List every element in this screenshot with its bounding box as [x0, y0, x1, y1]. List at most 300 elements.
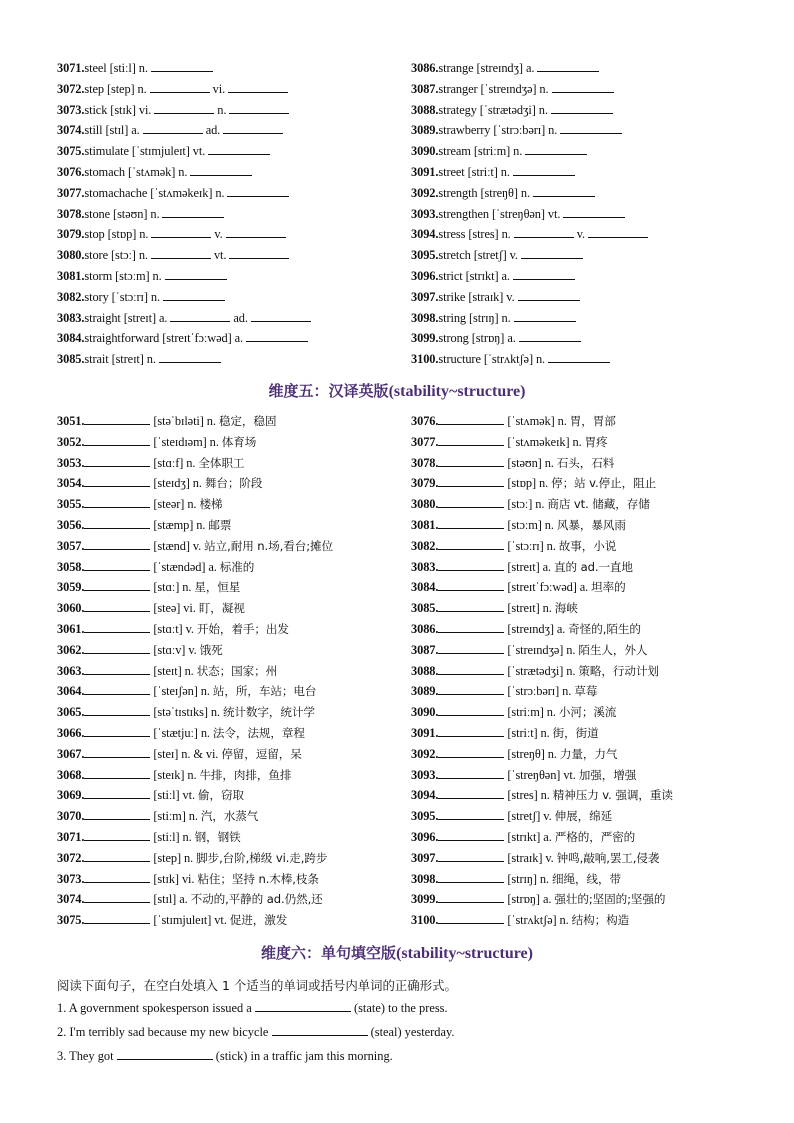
- pronunciation: [ˈstʌməkeɪk] n.: [507, 434, 582, 449]
- pronunciation: [streɪt] n.: [507, 601, 552, 616]
- item-number: 3076.: [57, 165, 85, 179]
- answer-blank[interactable]: [84, 455, 150, 467]
- pronunciation: [ˈsteɪdɪəm] n.: [153, 434, 219, 449]
- answer-blank[interactable]: [84, 787, 150, 799]
- chinese-meaning: 草莓: [574, 684, 598, 699]
- vocab-row: [57, 247, 289, 263]
- answer-blank[interactable]: [438, 663, 504, 675]
- item-number: 3100.: [411, 352, 439, 367]
- answer-blank[interactable]: [438, 704, 504, 716]
- item-text: strong [strɒŋ] a.: [438, 331, 516, 346]
- pronunciation: [stɑːf] n.: [153, 455, 196, 470]
- translation-row: [57, 891, 323, 907]
- item-number: 3089.: [411, 123, 439, 138]
- vocab-row: [411, 143, 587, 159]
- title-en: (stability~structure): [396, 945, 533, 962]
- pronunciation: [stɑːt] v.: [153, 622, 194, 636]
- item-number: 3073.: [57, 102, 85, 117]
- answer-blank[interactable]: [525, 143, 587, 155]
- answer-blank[interactable]: [560, 122, 622, 134]
- answer-blank[interactable]: [170, 310, 230, 322]
- instruction-text: 阅读下面句子，在空白处填入 1 个适当的单词或括号内单词的正确形式。: [57, 978, 457, 993]
- item-number: 3068.: [57, 767, 85, 782]
- section-five-title: [0, 380, 794, 401]
- answer-blank[interactable]: [84, 808, 150, 820]
- item-text: stone [stəʊn] n.: [84, 206, 160, 221]
- answer-blank[interactable]: [552, 81, 614, 93]
- translation-row: [57, 683, 316, 699]
- item-text: step [step] n.: [84, 81, 147, 96]
- pronunciation: [stɔː] n.: [507, 497, 545, 512]
- item-text: stomach [ˈstʌmək] n.: [84, 165, 188, 179]
- pronunciation: [stɒp] n.: [507, 476, 549, 491]
- translation-row: [411, 579, 626, 595]
- answer-blank[interactable]: [438, 746, 504, 758]
- answer-blank[interactable]: [165, 268, 227, 280]
- pronunciation: [stəʊn] n.: [507, 455, 554, 470]
- item-number: 3077.: [57, 185, 85, 200]
- answer-blank[interactable]: [154, 102, 214, 114]
- part-of-speech: ad.: [233, 310, 248, 325]
- translation-row: [411, 496, 650, 512]
- answer-blank[interactable]: [438, 559, 504, 571]
- item-number: 3057.: [57, 538, 85, 553]
- answer-blank[interactable]: [84, 725, 150, 737]
- answer-blank[interactable]: [438, 517, 504, 529]
- translation-row: [57, 808, 258, 824]
- translation-row: [411, 538, 616, 554]
- item-text: strict [strɪkt] a.: [438, 269, 510, 283]
- chinese-meaning: 故事，小说: [558, 538, 617, 553]
- answer-blank[interactable]: [84, 683, 150, 695]
- answer-blank[interactable]: [438, 787, 504, 799]
- chinese-meaning: 胃疼: [584, 434, 608, 449]
- pronunciation: [steər] n.: [153, 497, 197, 512]
- answer-blank[interactable]: [438, 642, 504, 654]
- pronunciation: [stɪl] a.: [153, 892, 188, 907]
- part-of-speech: vi.: [212, 81, 226, 96]
- chinese-meaning: 盯，凝视: [198, 601, 245, 616]
- item-number: 3092.: [411, 746, 439, 761]
- chinese-meaning: 状态；国家；州: [196, 663, 278, 678]
- item-number: 3073.: [57, 871, 85, 886]
- pronunciation: [steɪt] n.: [153, 663, 194, 678]
- vocab-row: [57, 289, 225, 305]
- item-text: still [stɪl] a.: [84, 123, 140, 138]
- answer-blank[interactable]: [151, 247, 211, 259]
- pronunciation: [striːm] n.: [507, 705, 556, 720]
- item-number: 3097.: [411, 289, 439, 304]
- item-number: 3100.: [411, 913, 439, 928]
- translation-row: [411, 912, 629, 928]
- answer-blank[interactable]: [84, 767, 150, 779]
- part-of-speech: v.: [214, 227, 223, 242]
- translation-row: [411, 829, 635, 845]
- pronunciation: [ˈstrɔːbərɪ] n.: [507, 684, 572, 699]
- item-number: 3069.: [57, 788, 85, 803]
- item-number: 3086.: [411, 622, 439, 636]
- translation-row: [411, 434, 608, 450]
- answer-blank[interactable]: [551, 102, 613, 114]
- vocab-row: [57, 122, 283, 138]
- answer-blank[interactable]: [246, 330, 308, 342]
- part-of-speech: vt.: [213, 248, 227, 263]
- translation-row: [57, 621, 289, 637]
- answer-blank[interactable]: [519, 330, 581, 342]
- vocab-row: [411, 206, 625, 222]
- answer-blank[interactable]: [84, 496, 150, 508]
- item-number: 3060.: [57, 601, 85, 616]
- answer-blank[interactable]: [190, 164, 252, 176]
- item-number: 3075.: [57, 144, 85, 159]
- item-number: 3054.: [57, 476, 85, 491]
- item-number: 3061.: [57, 622, 85, 636]
- pronunciation: [stiːm] n.: [153, 809, 198, 824]
- pronunciation: [stres] n.: [507, 788, 550, 803]
- item-text: stomachache [ˈstʌməkeɪk] n.: [84, 185, 225, 200]
- item-number: 3089.: [411, 684, 439, 699]
- answer-blank[interactable]: [117, 1048, 213, 1060]
- answer-blank[interactable]: [438, 850, 504, 862]
- fill-in-sentence: [57, 1024, 454, 1040]
- item-text: strengthen [ˈstreŋθən] vt.: [438, 206, 561, 221]
- sentence-end: (state) to the press.: [350, 1001, 448, 1015]
- answer-blank[interactable]: [513, 268, 575, 280]
- answer-blank[interactable]: [251, 310, 311, 322]
- item-number: 3079.: [57, 227, 85, 242]
- item-number: 3092.: [411, 185, 439, 200]
- translation-row: [411, 621, 641, 637]
- item-number: 3085.: [57, 352, 85, 367]
- item-number: 3059.: [57, 580, 85, 595]
- part-of-speech: ad.: [205, 123, 221, 138]
- answer-blank[interactable]: [84, 434, 150, 446]
- pronunciation: [streŋθ] n.: [507, 746, 557, 761]
- item-text: strike [straɪk] v.: [438, 289, 515, 304]
- item-text: stream [striːm] n.: [438, 144, 523, 159]
- translation-row: [411, 808, 612, 824]
- answer-blank[interactable]: [438, 871, 504, 883]
- item-number: 3096.: [411, 269, 439, 283]
- chinese-meaning: 陌生人，外人: [578, 642, 648, 657]
- answer-blank[interactable]: [226, 226, 286, 238]
- answer-blank[interactable]: [208, 143, 270, 155]
- answer-blank[interactable]: [84, 891, 150, 903]
- pronunciation: [ˈstɪmjuleɪt] vt.: [153, 913, 227, 928]
- pronunciation: [straɪk] v.: [507, 850, 554, 865]
- vocab-row: [57, 330, 308, 346]
- item-number: 3086.: [411, 61, 439, 75]
- answer-blank[interactable]: [84, 475, 150, 487]
- translation-row: [57, 871, 319, 887]
- pronunciation: [stæmp] n.: [153, 518, 206, 532]
- answer-blank[interactable]: [84, 621, 150, 633]
- answer-blank[interactable]: [438, 475, 504, 487]
- answer-blank[interactable]: [84, 746, 150, 758]
- item-text: storm [stɔːm] n.: [84, 269, 162, 283]
- answer-blank[interactable]: [438, 538, 504, 550]
- item-number: 3095.: [411, 248, 439, 263]
- chinese-meaning: 促进，激发: [229, 913, 288, 928]
- item-number: 3085.: [411, 601, 439, 616]
- chinese-meaning: 坦率的: [591, 580, 626, 595]
- answer-blank[interactable]: [151, 226, 211, 238]
- chinese-meaning: 楼梯: [199, 497, 223, 512]
- item-text: stimulate [ˈstɪmjuleɪt] vt.: [84, 144, 206, 159]
- pronunciation: [steɪdʒ] n.: [153, 476, 202, 491]
- chinese-meaning: 力量，力气: [559, 746, 618, 761]
- chinese-meaning: 强壮的;坚固的;坚强的: [554, 892, 666, 907]
- vocab-row: [57, 226, 286, 242]
- answer-blank[interactable]: [521, 247, 583, 259]
- chinese-meaning: 脚步,台阶,梯级 vi.走,跨步: [196, 850, 328, 865]
- answer-blank[interactable]: [84, 871, 150, 883]
- item-number: 3051.: [57, 414, 85, 428]
- sentence-start: 3. They got: [57, 1049, 117, 1063]
- answer-blank[interactable]: [438, 912, 504, 924]
- answer-blank[interactable]: [438, 579, 504, 591]
- item-text: stick [stɪk] vi.: [84, 102, 152, 117]
- answer-blank[interactable]: [518, 289, 580, 301]
- pronunciation: [steɪk] n.: [153, 767, 197, 782]
- translation-row: [411, 725, 599, 741]
- item-number: 3098.: [411, 871, 439, 886]
- pronunciation: [ˈstreɪndʒə] n.: [507, 642, 576, 657]
- title-cn: 维度六：单句填空版: [261, 944, 397, 962]
- answer-blank[interactable]: [227, 185, 289, 197]
- sentence-start: 1. A government spokesperson issued a: [57, 1001, 255, 1015]
- chinese-meaning: 钟鸣,敲响,罢工,侵袭: [556, 850, 660, 865]
- answer-blank[interactable]: [159, 351, 221, 363]
- pronunciation: [stiːl] n.: [153, 830, 192, 844]
- pronunciation: [ˈstætjuː] n.: [153, 726, 210, 740]
- translation-row: [57, 912, 287, 928]
- answer-blank[interactable]: [84, 517, 150, 529]
- part-of-speech: v.: [576, 227, 585, 242]
- vocab-row: [57, 206, 224, 222]
- translation-row: [57, 434, 256, 450]
- item-text: strait [streɪt] n.: [84, 352, 156, 367]
- sentence-start: 2. I'm terribly sad because my new bicycle: [57, 1025, 272, 1039]
- answer-blank[interactable]: [438, 496, 504, 508]
- vocab-row: [411, 351, 610, 367]
- item-number: 3083.: [57, 310, 85, 325]
- answer-blank[interactable]: [438, 621, 504, 633]
- answer-blank[interactable]: [84, 912, 150, 924]
- pronunciation: [stɑː] n.: [153, 580, 192, 595]
- answer-blank[interactable]: [84, 579, 150, 591]
- answer-blank[interactable]: [438, 413, 504, 425]
- item-number: 3078.: [411, 455, 439, 470]
- answer-blank[interactable]: [514, 226, 574, 238]
- answer-blank[interactable]: [255, 1000, 351, 1012]
- chinese-meaning: 商店 vt. 储藏，存储: [547, 497, 650, 512]
- item-number: 3099.: [411, 331, 439, 346]
- item-number: 3090.: [411, 144, 439, 159]
- answer-blank[interactable]: [223, 122, 283, 134]
- item-number: 3080.: [57, 248, 85, 263]
- chinese-meaning: 结构；构造: [571, 913, 630, 928]
- answer-blank[interactable]: [563, 206, 625, 218]
- answer-blank[interactable]: [84, 538, 150, 550]
- answer-blank[interactable]: [438, 891, 504, 903]
- answer-blank[interactable]: [272, 1024, 368, 1036]
- item-number: 3091.: [411, 726, 439, 740]
- answer-blank[interactable]: [229, 247, 289, 259]
- translation-row: [411, 683, 597, 699]
- item-text: stress [stres] n.: [438, 227, 511, 242]
- answer-blank[interactable]: [438, 434, 504, 446]
- item-number: 3090.: [411, 705, 439, 720]
- answer-blank[interactable]: [438, 683, 504, 695]
- vocab-row: [57, 60, 213, 76]
- chinese-meaning: 小河；溪流: [558, 705, 617, 720]
- answer-blank[interactable]: [438, 600, 504, 612]
- answer-blank[interactable]: [588, 226, 648, 238]
- translation-row: [411, 787, 673, 803]
- item-number: 3094.: [411, 227, 439, 242]
- answer-blank[interactable]: [438, 725, 504, 737]
- pronunciation: [ˈstɔːrɪ] n.: [507, 538, 556, 553]
- answer-blank[interactable]: [228, 81, 288, 93]
- answer-blank[interactable]: [84, 413, 150, 425]
- item-text: strategy [ˈstrætədʒi] n.: [438, 102, 548, 117]
- item-text: structure [ˈstrʌktʃə] n.: [438, 352, 546, 367]
- translation-row: [411, 600, 578, 616]
- pronunciation: [streɪtˈfɔːwəd] a.: [507, 580, 589, 595]
- translation-row: [411, 455, 614, 471]
- chinese-meaning: 奇怪的,陌生的: [568, 622, 641, 636]
- item-number: 3076.: [411, 414, 439, 428]
- answer-blank[interactable]: [84, 704, 150, 716]
- item-number: 3088.: [411, 663, 439, 678]
- item-text: strength [streŋθ] n.: [438, 185, 531, 200]
- answer-blank[interactable]: [151, 60, 213, 72]
- answer-blank[interactable]: [229, 102, 289, 114]
- item-text: strawberry [ˈstrɔːbərɪ] n.: [438, 123, 558, 138]
- translation-row: [411, 642, 647, 658]
- answer-blank[interactable]: [143, 122, 203, 134]
- translation-row: [57, 829, 241, 845]
- translation-row: [411, 871, 621, 887]
- answer-blank[interactable]: [84, 559, 150, 571]
- answer-blank[interactable]: [84, 850, 150, 862]
- chinese-meaning: 停；站 v.停止，阻止: [551, 476, 657, 491]
- item-text: steel [stiːl] n.: [84, 61, 148, 75]
- item-number: 3055.: [57, 497, 85, 512]
- chinese-meaning: 饿死: [199, 642, 223, 657]
- translation-row: [411, 746, 617, 762]
- answer-blank[interactable]: [438, 455, 504, 467]
- answer-blank[interactable]: [548, 351, 610, 363]
- translation-row: [411, 663, 659, 679]
- chinese-meaning: 星，恒星: [194, 580, 241, 595]
- item-number: 3099.: [411, 892, 439, 907]
- vocab-row: [57, 164, 252, 180]
- pronunciation: [ˈstrætədʒi] n.: [507, 663, 576, 678]
- chinese-meaning: 石头，石料: [556, 455, 615, 470]
- answer-blank[interactable]: [163, 289, 225, 301]
- chinese-meaning: 舞台；阶段: [204, 476, 263, 491]
- translation-row: [57, 663, 277, 679]
- chinese-meaning: 严格的，严密的: [554, 830, 636, 844]
- translation-row: [57, 704, 315, 720]
- answer-blank[interactable]: [438, 767, 504, 779]
- item-number: 3087.: [411, 642, 439, 657]
- chinese-meaning: 标准的: [219, 559, 255, 574]
- answer-blank[interactable]: [150, 81, 210, 93]
- item-text: story [ˈstɔːrɪ] n.: [84, 289, 161, 304]
- item-number: 3063.: [57, 663, 85, 678]
- translation-row: [57, 767, 291, 783]
- chinese-meaning: 站立,耐用 n.场,看台;摊位: [204, 538, 333, 553]
- pronunciation: [ˈstʌmək] n.: [507, 414, 567, 428]
- chinese-meaning: 钢，钢铁: [194, 830, 241, 844]
- vocab-row: [411, 289, 580, 305]
- item-number: 3074.: [57, 123, 85, 138]
- vocab-row: [57, 351, 221, 367]
- item-number: 3072.: [57, 81, 85, 96]
- answer-blank[interactable]: [514, 310, 576, 322]
- item-number: 3077.: [411, 434, 439, 449]
- item-number: 3074.: [57, 892, 85, 907]
- answer-blank[interactable]: [84, 642, 150, 654]
- answer-blank[interactable]: [537, 60, 599, 72]
- vocab-row: [411, 268, 575, 284]
- answer-blank[interactable]: [533, 185, 595, 197]
- item-text: stretch [stretʃ] v.: [438, 248, 518, 263]
- vocab-row: [411, 60, 599, 76]
- vocab-row: [57, 185, 289, 201]
- vocab-row: [411, 122, 622, 138]
- vocab-row: [411, 81, 614, 97]
- chinese-meaning: 精神压力 v. 强调，重读: [552, 788, 673, 803]
- item-number: 3081.: [411, 518, 439, 532]
- answer-blank[interactable]: [513, 164, 575, 176]
- item-number: 3080.: [411, 497, 439, 512]
- chinese-meaning: 牛排，肉排，鱼排: [199, 767, 292, 782]
- item-text: straightforward [streɪtˈfɔːwəd] a.: [84, 331, 244, 346]
- pronunciation: [strɒŋ] a.: [507, 892, 552, 907]
- item-number: 3081.: [57, 269, 85, 283]
- answer-blank[interactable]: [438, 808, 504, 820]
- translation-row: [57, 787, 244, 803]
- item-number: 3058.: [57, 559, 85, 574]
- title-en: (stability~structure): [388, 383, 526, 400]
- pronunciation: [streɪndʒ] a.: [507, 622, 566, 636]
- chinese-meaning: 直的 ad.一直地: [554, 559, 633, 574]
- sentence-end: (steal) yesterday.: [367, 1025, 455, 1039]
- sentence-end: (stick) in a traffic jam this morning.: [212, 1049, 393, 1063]
- chinese-meaning: 停留，逗留，呆: [221, 746, 302, 761]
- answer-blank[interactable]: [84, 829, 150, 841]
- item-number: 3093.: [411, 206, 439, 221]
- pronunciation: [steə] vi.: [153, 601, 196, 616]
- answer-blank[interactable]: [84, 600, 150, 612]
- translation-row: [411, 767, 636, 783]
- item-number: 3093.: [411, 767, 439, 782]
- item-number: 3062.: [57, 642, 85, 657]
- answer-blank[interactable]: [162, 206, 224, 218]
- chinese-meaning: 法令，法规，章程: [212, 726, 305, 740]
- pronunciation: [striːt] n.: [507, 726, 550, 740]
- chinese-meaning: 全体职工: [198, 455, 245, 470]
- item-number: 3084.: [57, 331, 85, 346]
- answer-blank[interactable]: [438, 829, 504, 841]
- answer-blank[interactable]: [84, 663, 150, 675]
- translation-row: [411, 850, 659, 866]
- chinese-meaning: 策略，行动计划: [578, 663, 659, 678]
